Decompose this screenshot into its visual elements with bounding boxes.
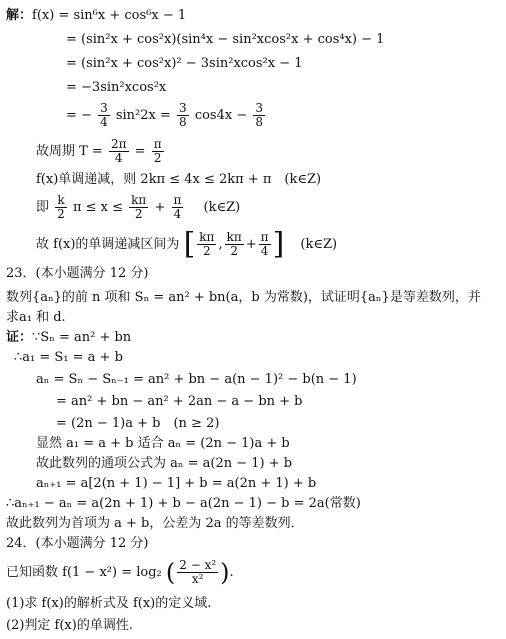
text: cos4x − — [194, 108, 248, 123]
fraction: $\frac{3}{4}$ — [100, 101, 108, 129]
right-paren: ) — [220, 558, 230, 587]
equation-text: f(x) = sin⁶x + cos⁶x − 1 — [32, 8, 187, 23]
proof-line-4: = an² + bn − an² + 2an − a − bn + b — [56, 394, 303, 409]
problem-23-header: 23．(本小题满分 12 分) — [6, 266, 149, 281]
text: 已知函数 f(1 − x²) = log₂ — [6, 565, 162, 580]
text: 故 f(x)的单调递减区间为 — [36, 237, 180, 252]
decreasing-range-line — [36, 192, 240, 224]
fraction: $\frac{\pi}{2}$ — [153, 137, 162, 165]
fraction: $\frac{3}{8}$ — [179, 101, 187, 129]
fraction: $\frac{k\pi}{2}$ — [131, 193, 147, 221]
text: ∵Sₙ = an² + bn — [32, 330, 132, 345]
problem-23-statement: 数列{aₙ}的前 n 项和 Sₙ = an² + bn(a，b 为常数)，试证明{aₙ}是等差数列，并 — [6, 290, 481, 305]
solution-line-4: = −3sin²xcos²x — [66, 80, 167, 95]
left-paren: ( — [165, 558, 176, 587]
proof-line-7: 故此数列的通项公式为 aₙ = a(2n − 1) + b — [36, 456, 293, 471]
solution-line-3: = (sin²x + cos²x)² − 3sin²xcos²x − 1 — [66, 56, 303, 71]
text: (k∈Z) — [300, 237, 338, 252]
text: 故周期 T = — [36, 144, 103, 159]
text: π ≤ x ≤ — [72, 200, 123, 215]
interval-line — [36, 228, 337, 262]
proof-line-1 — [6, 330, 131, 346]
text: (k∈Z) — [203, 200, 241, 215]
text: , — [218, 237, 223, 252]
question-1: (1)求 f(x)的解析式及 f(x)的定义域. — [6, 596, 212, 611]
problem-24-header: 24．(本小题满分 12 分) — [6, 536, 149, 551]
fraction: $\frac{k\pi}{2}$ — [199, 230, 215, 258]
text: = — [134, 144, 146, 159]
proof-line-9: ∴aₙ₊₁ − aₙ = a(2n + 1) + b − a(2n − 1) − b = 2a(常数) — [6, 496, 361, 511]
fraction: $\frac{k\pi}{2}$ — [226, 230, 242, 258]
question-2: (2)判定 f(x)的单调性. — [6, 618, 133, 633]
problem-23-statement-cont: 求a₁ 和 d. — [6, 310, 66, 325]
text: 即 — [36, 200, 50, 215]
solution-label: 解： — [6, 8, 33, 23]
text: = − — [66, 108, 92, 123]
fraction: $\frac{\text{2 − x²}}{\text{x²}}$ — [179, 558, 217, 586]
text: sin²2x = — [115, 108, 171, 123]
proof-line-5: = (2n − 1)a + b (n ≥ 2) — [56, 416, 220, 431]
proof-conclusion: 故此数列为首项为 a + b，公差为 2a 的等差数列． — [6, 516, 304, 531]
text: + — [154, 200, 166, 215]
right-bracket: ] — [272, 226, 285, 262]
text: + — [245, 237, 257, 252]
proof-line-6: 显然 a₁ = a + b 适合 aₙ = (2n − 1)a + b — [36, 436, 290, 451]
fraction: $\frac{k}{2}$ — [57, 193, 65, 221]
left-bracket: [ — [183, 226, 196, 262]
proof-label: 证： — [6, 330, 33, 345]
solution-line-1 — [6, 8, 186, 24]
solution-line-5 — [66, 100, 267, 132]
fraction: $\frac{\pi}{4}$ — [260, 230, 269, 258]
fraction: $\frac{3}{8}$ — [255, 101, 263, 129]
solution-line-2: = (sin²x + cos²x)(sin⁴x − sin²xcos²x + cos⁴x) − 1 — [66, 32, 385, 47]
problem-24-statement — [6, 556, 234, 590]
proof-line-8: aₙ₊₁ = a[2(n + 1) − 1] + b = a(2n + 1) + b — [36, 476, 317, 491]
proof-line-2: ∴a₁ = S₁ = a + b — [14, 350, 123, 365]
proof-line-3: aₙ = Sₙ − Sₙ₋₁ = an² + bn − a(n − 1)² − b(n − 1) — [36, 372, 357, 387]
fraction: $\frac{2\pi}{4}$ — [110, 137, 127, 165]
text: . — [229, 565, 234, 580]
period-line — [36, 136, 166, 168]
decreasing-condition-line: f(x)单调递减，则 2kπ ≤ 4x ≤ 2kπ + π (k∈Z) — [36, 172, 322, 187]
fraction: $\frac{\pi}{4}$ — [173, 193, 182, 221]
